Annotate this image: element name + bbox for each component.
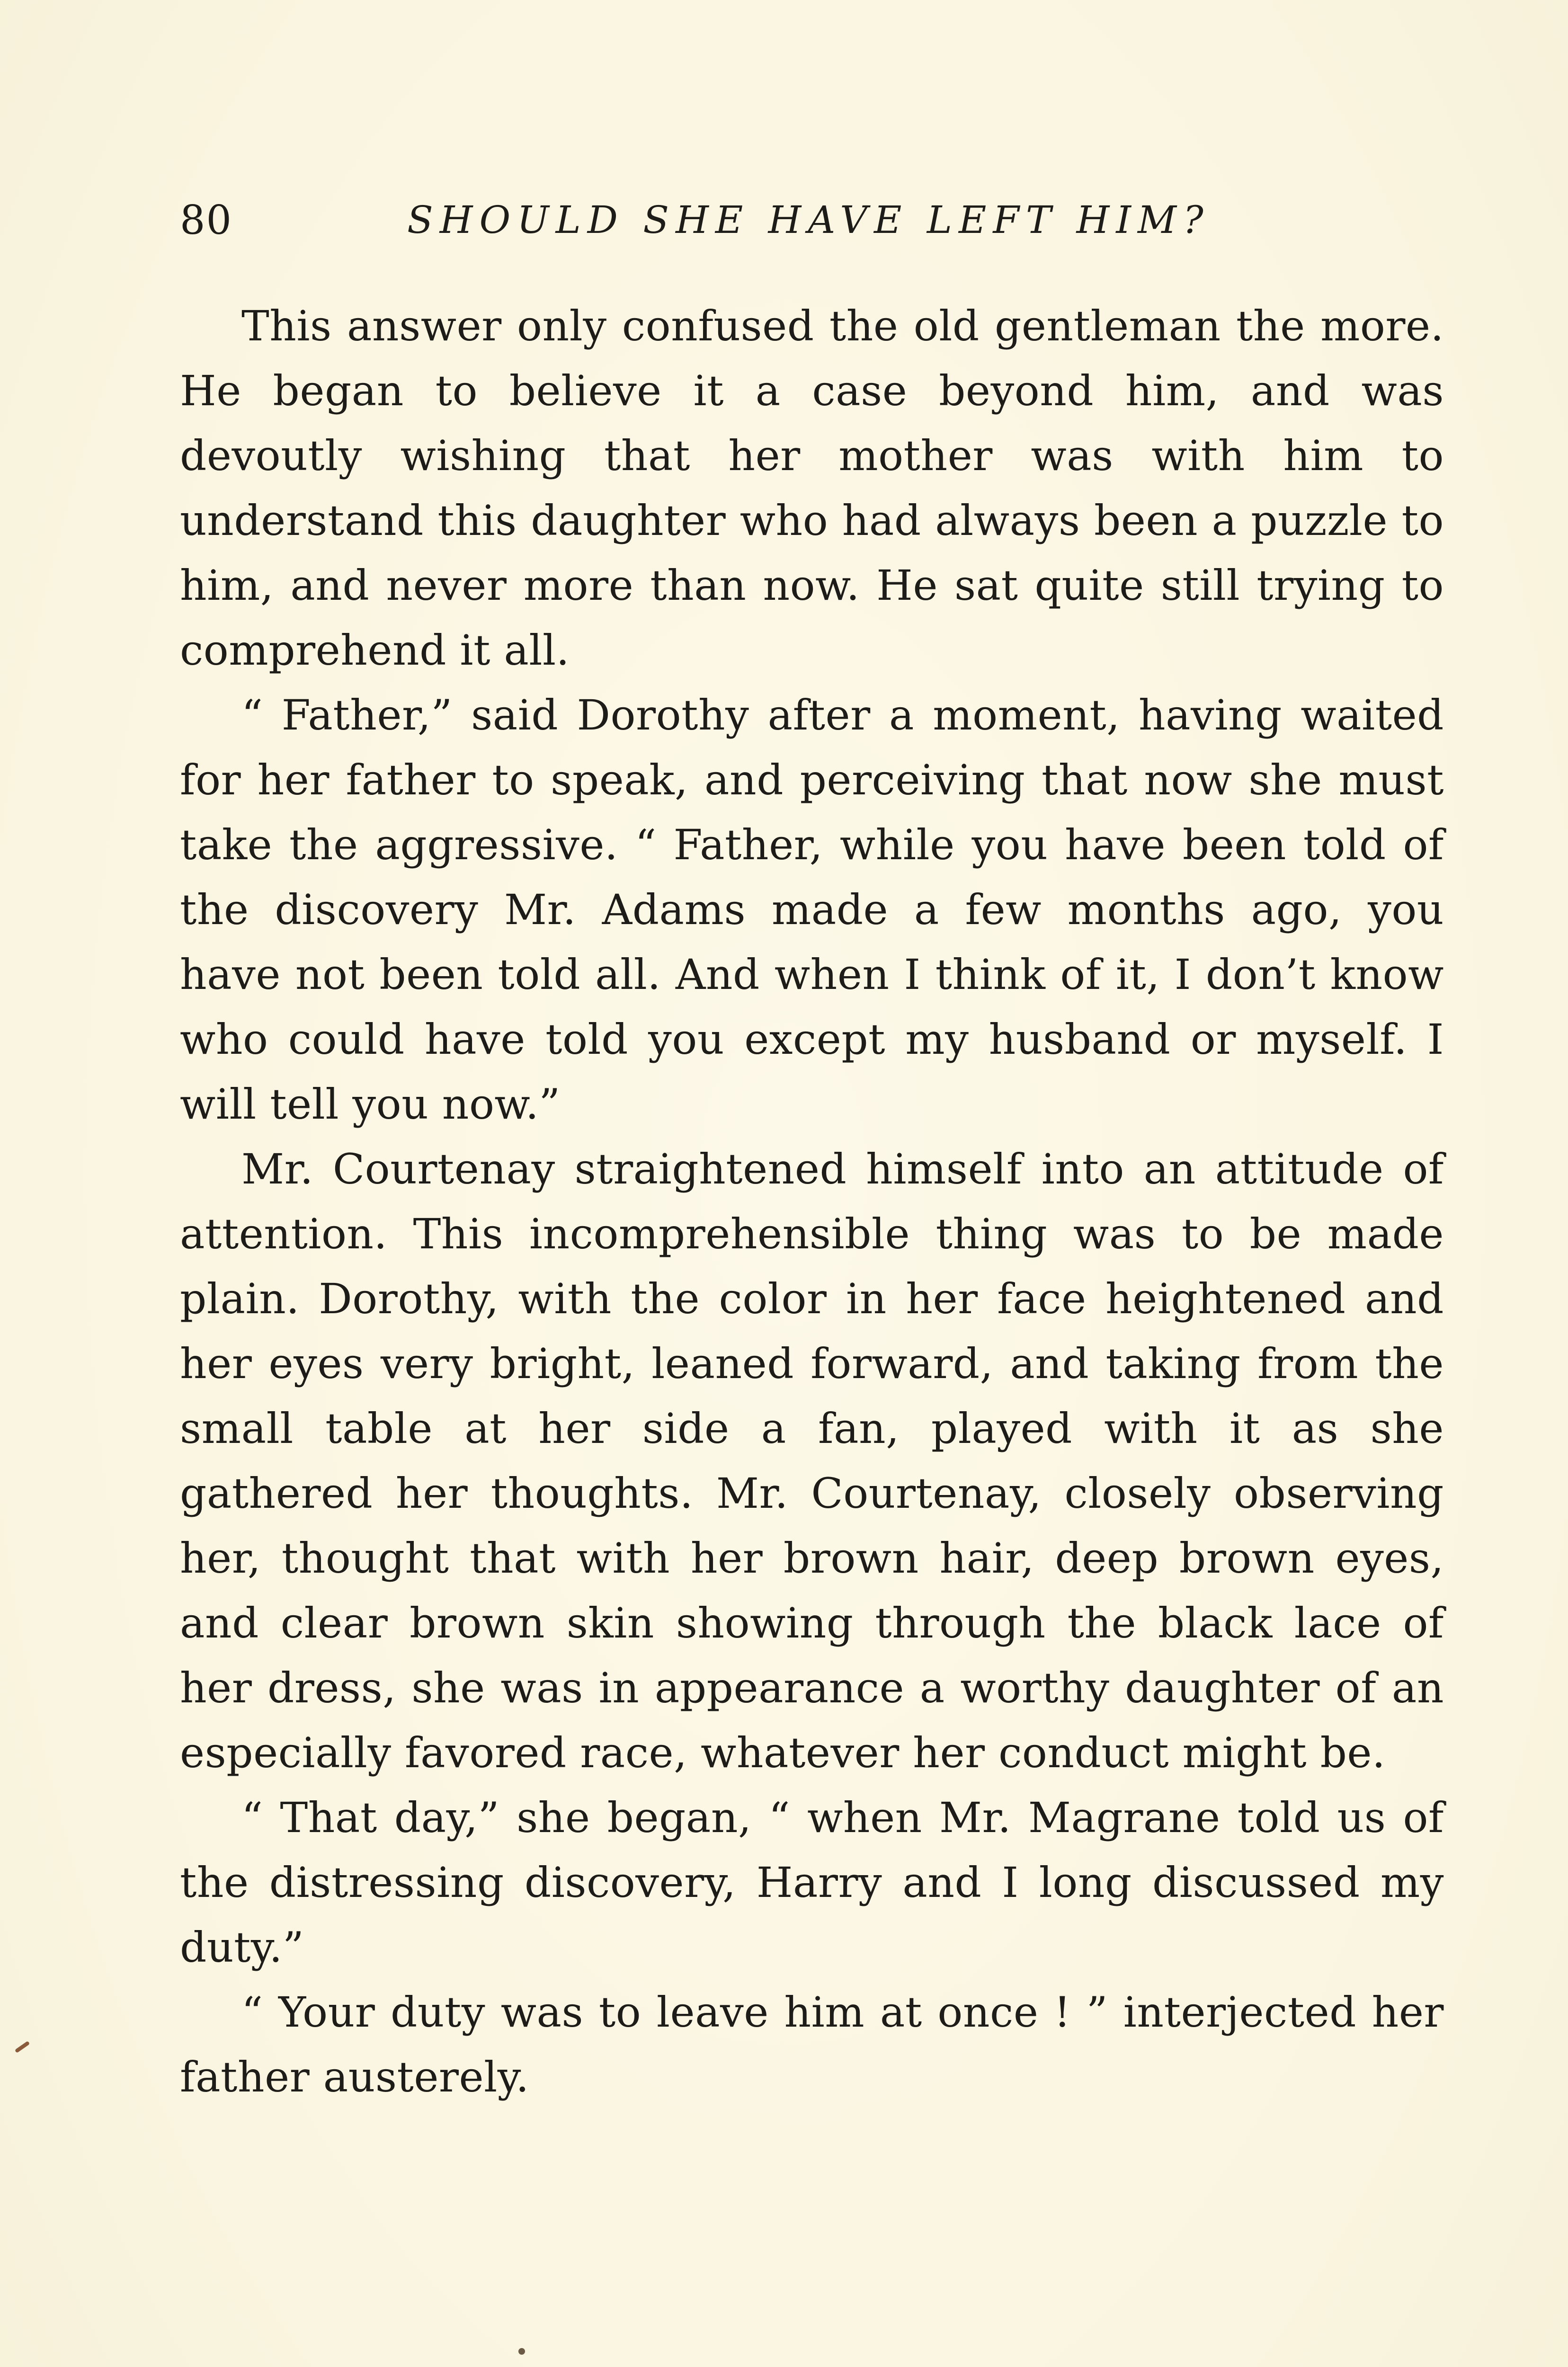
ink-speck (15, 2041, 30, 2053)
ink-speck (518, 2348, 525, 2355)
paragraph: Mr. Courtenay straightened himself into an attitude of attention. This incomprehensible thing was to be made plain. Dorothy, with the color in her face heightened and her eyes very bright, leaned forward, and taking from the small table at her side a fan, played with it as she gathered her thoughts. Mr. Courtenay, closely observing her, thought that with her brown hair, deep brown eyes, and clear brown skin showing through the black lace of her dress, she was in appearance a worthy daughter of an especially favored race, whatever her conduct might be. (180, 1145, 1444, 1777)
body-text (180, 294, 1444, 2109)
paragraph: “ That day,” she began, “ when Mr. Magrane told us of the distressing discovery, Harry and I long discussed my duty.” (180, 1793, 1444, 1972)
paragraph: “ Your duty was to leave him at once ! ” interjected her father austerely. (180, 1988, 1444, 2101)
running-title: SHOULD SHE HAVE LEFT HIM? (407, 198, 1210, 242)
paragraph: This answer only confused the old gentleman the more. He began to believe it a case beyond him, and was devoutly wishing that her mother was with him to understand this daughter who had always been a puzzle to him, and never more than now. He sat quite still trying to comprehend it all. (180, 302, 1444, 675)
paragraph: “ Father,” said Dorothy after a moment, having waited for her father to speak, and perceiving that now she must take the aggressive. “ Father, while you have been told of the discovery Mr. Adams made a few months ago, you have not been told all. And when I think of it, I don’t know who could have told you except my husband or myself. I will tell you now.” (180, 691, 1444, 1129)
page-number: 80 (180, 197, 232, 243)
page-header (180, 192, 1444, 249)
